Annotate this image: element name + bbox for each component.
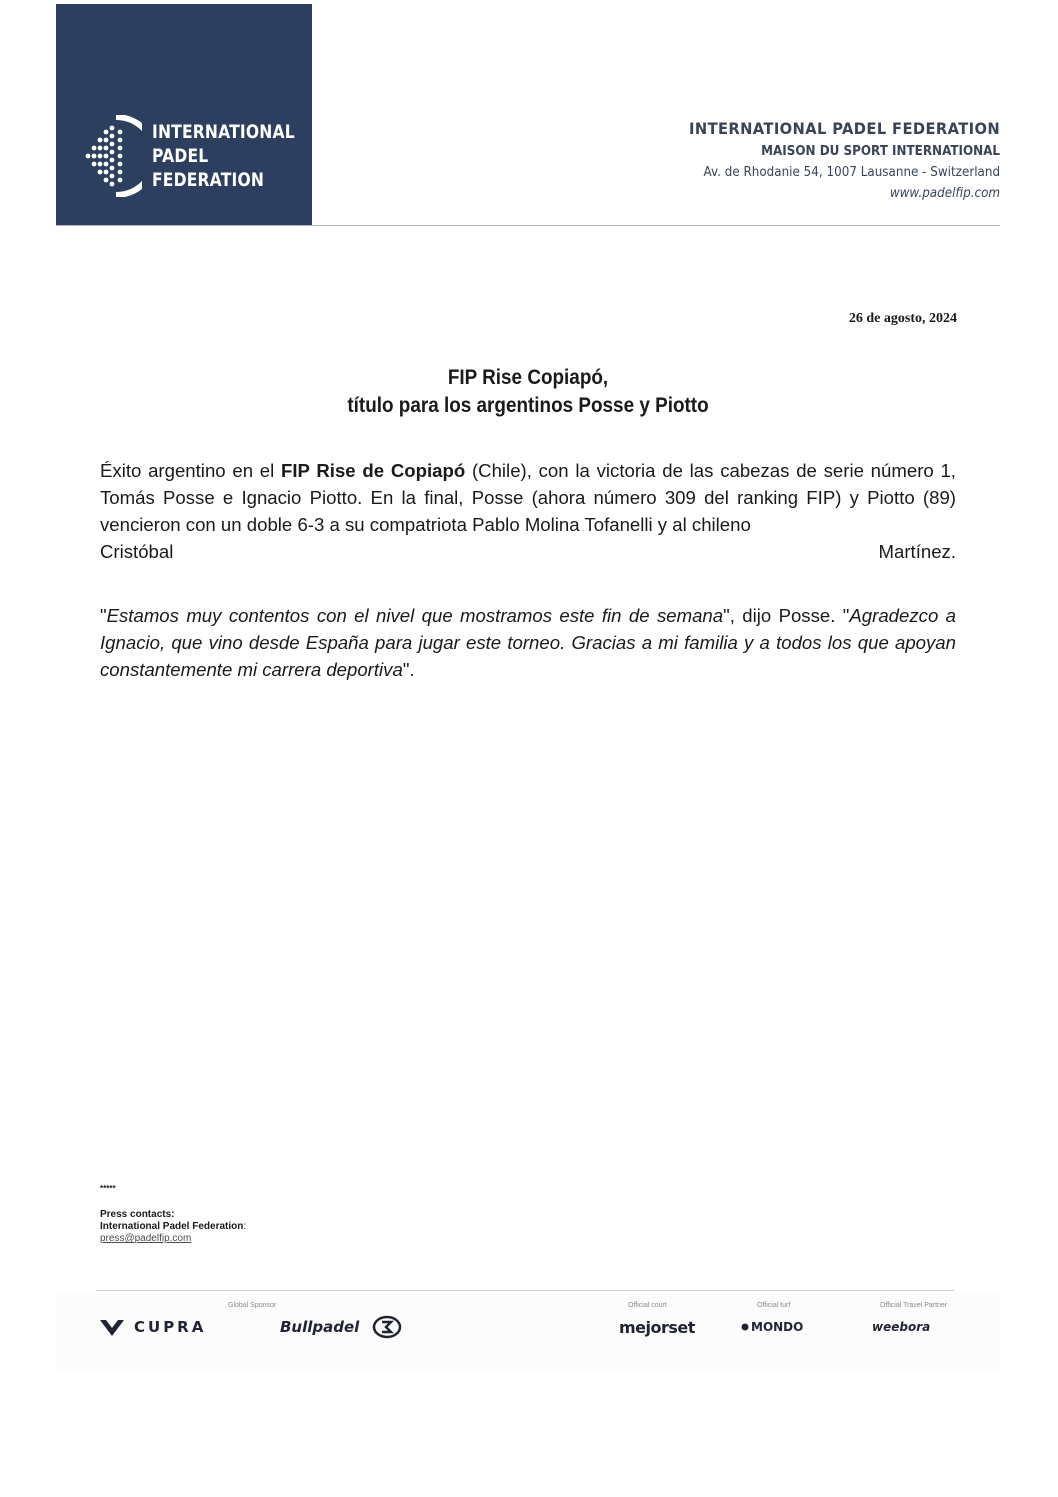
press-release-date: 26 de agosto, 2024 (848, 311, 957, 326)
press-email-link[interactable]: press@padelfip.com (100, 1233, 192, 1244)
p2-attribution: ", dijo Posse. " (723, 605, 850, 626)
org-name: INTERNATIONAL PADEL FEDERATION (688, 119, 1000, 138)
logo-block (56, 4, 312, 225)
mejorset-logo: mejorset (619, 1318, 695, 1337)
padel-ball-logo-icon (84, 115, 142, 197)
letterhead-address (662, 117, 1000, 204)
mondo-logo: MONDO (751, 1320, 804, 1334)
cupra-logo: CUPRA (134, 1318, 207, 1336)
press-contacts (100, 1209, 246, 1245)
contact-org: International Padel Federation (100, 1221, 244, 1232)
headline-line-1: FIP Rise Copiapó, (447, 366, 609, 389)
p1-tournament-name: FIP Rise de Copiapó (281, 460, 466, 481)
website-link[interactable]: www.padelfip.com (889, 186, 1000, 201)
mondo-mark-icon (741, 1323, 749, 1331)
p1-last-line (100, 538, 956, 565)
press-contacts-label: Press contacts: (100, 1209, 175, 1220)
p2-quote-open: " (100, 605, 107, 626)
p2-quote-2: Agradezco a Ignacio, que vino desde España para jugar este torneo. Gracias a mi familia y a todos los que apoyan constantemente mi carrera deportiva (100, 605, 956, 680)
official-turf-caption: Official turf (757, 1302, 791, 1309)
cupra-logo-icon (99, 1318, 125, 1338)
p1-text-a: Éxito argentino en el (100, 460, 282, 481)
header-divider (56, 225, 1000, 226)
logo-line-2: PADEL (152, 145, 209, 167)
paragraph-1 (100, 457, 956, 565)
logo-wordmark (152, 120, 295, 192)
address-line-1: MAISON DU SPORT INTERNATIONAL (761, 144, 1000, 159)
bullpadel-logo: Bullpadel (280, 1318, 360, 1336)
logo-line-3: FEDERATION (152, 169, 265, 191)
weebora-logo: weebora (872, 1320, 931, 1334)
sponsor-divider (96, 1290, 954, 1291)
address-line-2: Av. de Rhodanie 54, 1007 Lausanne - Switzerland (703, 165, 1000, 180)
contact-org-colon: : (243, 1221, 247, 1232)
official-court-caption: Official court (628, 1302, 667, 1309)
headline (143, 364, 913, 420)
travel-partner-caption: Official Travel Partner (880, 1302, 948, 1309)
global-sponsor-caption: Global Sponsor (228, 1302, 277, 1309)
paragraph-2-quote (100, 602, 956, 683)
p1-text-b: (Chile), con la victoria de las cabezas de serie número 1, Tomás Posse e Ignacio Piotto. En la final, Posse (ahora número 309 del ranking FIP) y Piotto (89) vencieron con un doble 6-3 a su compatriota Pablo Molina Tofanelli y al chileno (100, 460, 956, 535)
p2-quote-close: ". (402, 659, 415, 680)
p1-last-word-1: Cristóbal (100, 541, 174, 562)
headline-line-2: título para los argentinos Posse y Piotto (347, 394, 709, 417)
logo-line-1: INTERNATIONAL (152, 121, 295, 143)
p2-quote-1: Estamos muy contentos con el nivel que mostramos este fin de semana (106, 605, 724, 626)
p1-last-word-2: Martínez. (878, 541, 956, 562)
bullpadel-emblem-icon (372, 1315, 402, 1339)
section-separator: ***** (100, 1184, 116, 1193)
